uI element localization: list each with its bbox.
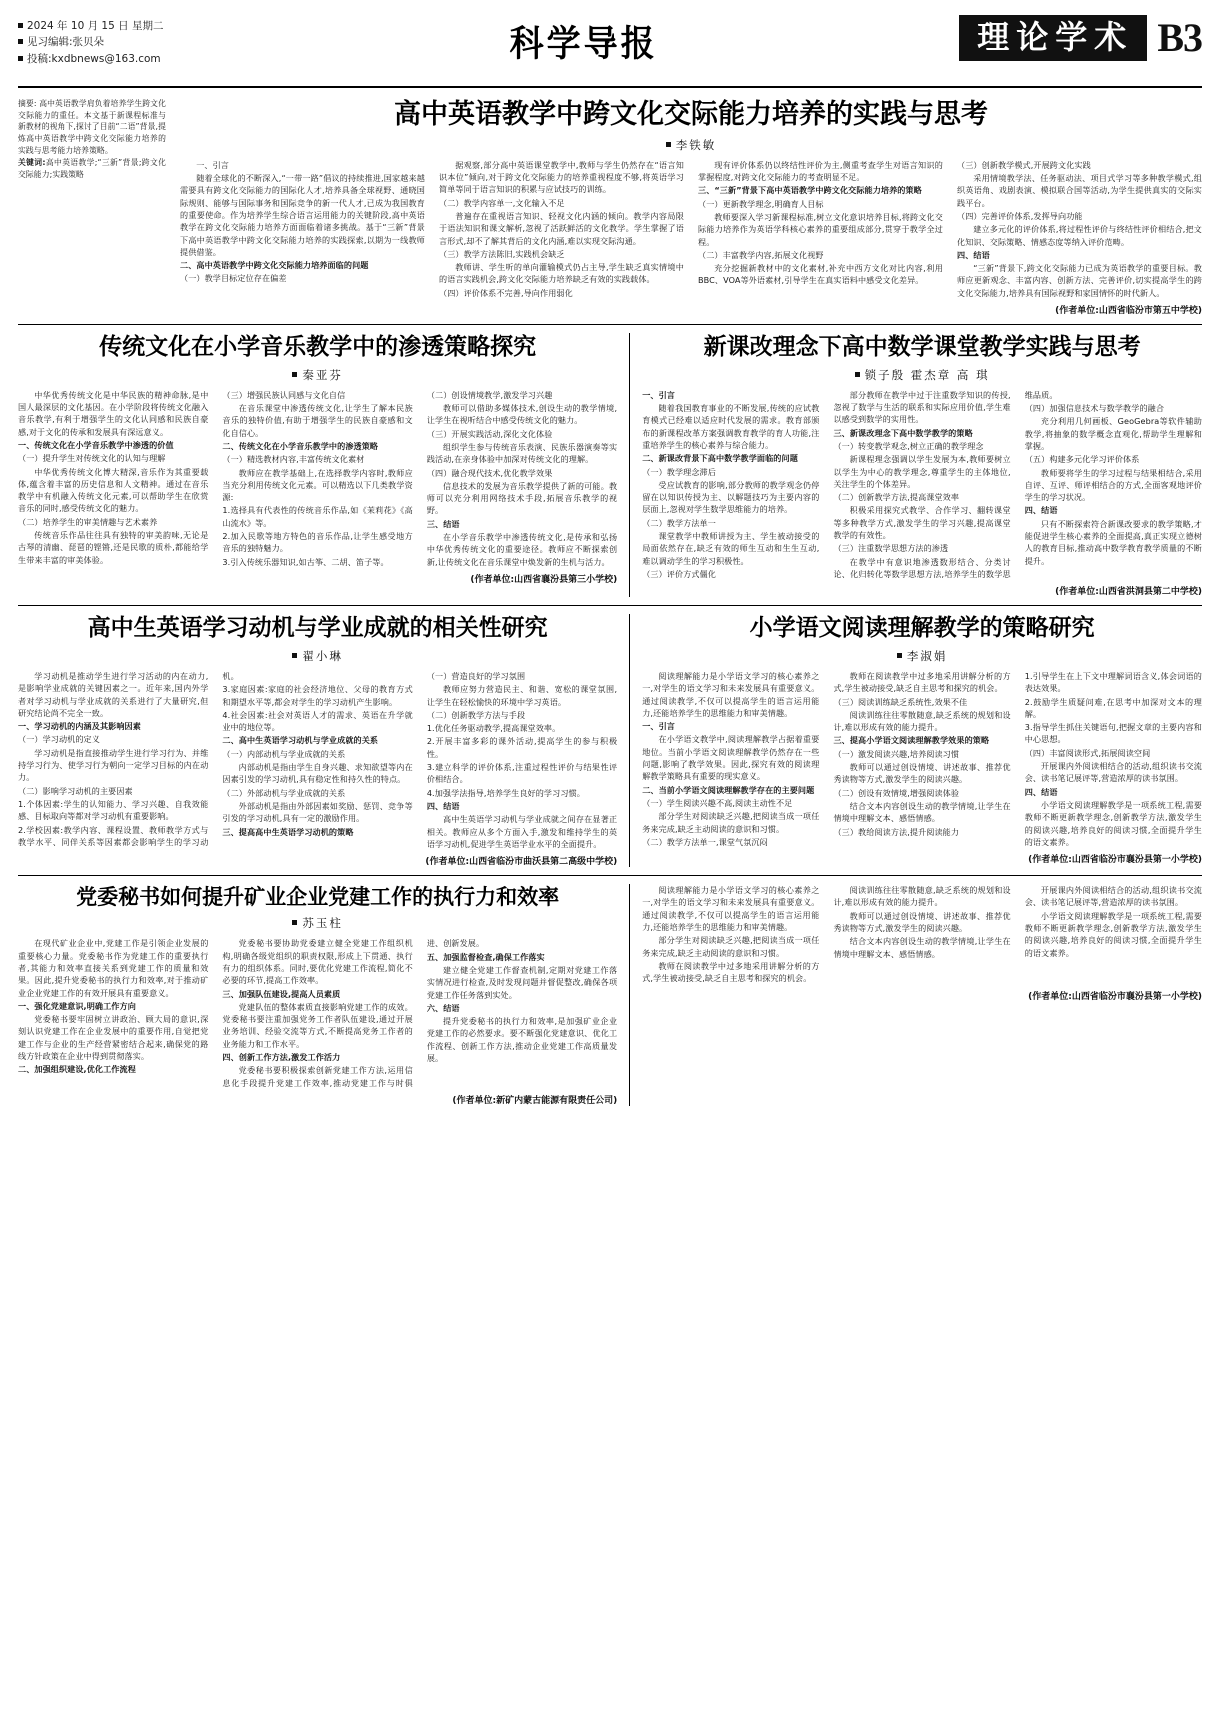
paragraph: 4.社会因素:社会对英语人才的需求、英语在升学就业中的地位等。 (222, 709, 413, 733)
paragraph: （三）创新教学模式,开展跨文化实践 (957, 159, 1091, 170)
paragraph-heading: 四、结语 (426, 800, 460, 811)
paragraph: 现有评价体系仍以终结性评价为主,侧重考查学生对语言知识的掌握程度,对跨文化交际能力的考查明显不足。 (698, 159, 943, 183)
article-4-byline (18, 648, 617, 664)
paragraph: 在音乐课堂中渗透传统文化,让学生了解本民族音乐的独特价值,有助于增强学生的民族自豪感和文化自信心。 (222, 403, 413, 438)
paragraph: （一）学生阅读兴趣不高,阅读主动性不足 (642, 797, 793, 808)
paragraph: （二）创新教学方法与手段 (426, 709, 526, 720)
paragraph: 据观察,部分高中英语课堂教学中,教师与学生仍然存在“语言知识本位”倾向,对于跨文化交际能力的培养重视程度不够,将英语学习简单等同于语言知识的积累与应试技巧的训练。 (439, 159, 684, 195)
paragraph: 党委秘书要协助党委建立健全党建工作组织机构,明确各级党组织的职责权限,形成上下贯通、执行有力的组织体系。同时,要优化党建工作流程,简化不必要的环节,提高工作效率。 (222, 938, 413, 986)
paragraph: 1.选择具有代表性的传统音乐作品,如《茉莉花》《高山流水》等。 (222, 505, 413, 528)
paragraph-heading: 二、当前小学语文阅读理解教学存在的主要问题 (642, 784, 815, 795)
paragraph: （一）更新教学理念,明确育人目标 (698, 198, 824, 209)
paragraph: 小学语文阅读理解教学是一项系统工程,需要教师不断更新教学理念,创新教学方法,激发学生的阅读兴趣,培养良好的阅读习惯,全面提升学生的语文素养。 (1024, 910, 1202, 958)
paragraph: 随着我国教育事业的不断发展,传统的应试教育模式已经难以适应时代发展的需求。教育部颁布的新课程改革方案强调教育教学的育人功能,注重培养学生的核心素养与综合能力。 (642, 403, 820, 450)
article-3-authors: 锁子殷 霍杰章 高 琪 (864, 367, 990, 382)
paragraph: 教师应努力营造民主、和谐、宽松的课堂氛围,让学生在轻松愉快的环境中学习英语。 (426, 684, 618, 707)
article-2-byline (18, 367, 617, 383)
article-3-body (642, 389, 1202, 580)
bullet-icon (292, 372, 297, 377)
article-6-title: 党委秘书如何提升矿业企业党建工作的执行力和效率 (76, 884, 560, 910)
paragraph: 新课程理念强调以学生发展为本,教师要树立以学生为中心的教学理念,尊重学生的主体地位,关注学生的个体差异。 (833, 454, 1011, 489)
paragraph: （一）内部动机与学业成就的关系 (222, 748, 346, 759)
paragraph: 部分学生对阅读缺乏兴趣,把阅读当成一项任务来完成,缺乏主动阅读的意识和习惯。 (642, 811, 820, 834)
paragraph: 随着全球化的不断深入,“一带一路”倡议的持续推进,国家越来越需要具有跨文化交际能力的国际化人才,培养具备全球视野、通晓国际规则、能够与国际事务和国际竞争的新一代人才,已成为我国教育的重要使命。作为培养学生综合语言运用能力的关键阶段,高中英语教学在跨文化交际能力培养方面面临着诸多挑战。基于“三新”背景下高中英语教学中跨文化交际能力培养的实践探索,以期为一线教师提供借鉴。 (180, 173, 425, 257)
article-1-keywords (18, 157, 166, 180)
paragraph-heading: 三、结语 (426, 518, 460, 529)
publish-date-text: 2024 年 10 月 15 日 星期二 (27, 20, 164, 32)
paper-name: 科学导报 (509, 23, 658, 66)
paragraph: （四）融合现代技术,优化教学效果 (426, 467, 553, 478)
section-divider (18, 875, 1202, 876)
paragraph: 教师在阅读教学中过多地采用讲解分析的方式,学生被动接受,缺乏自主思考和探究的机会。 (833, 670, 1011, 694)
article-5-continued-body (642, 884, 1202, 984)
paragraph: （四）评价体系不完善,导向作用弱化 (439, 287, 573, 298)
paragraph-heading: 四、创新工作方法,激发工作活力 (222, 1052, 341, 1063)
paragraph: 教师要将学生的学习过程与结果相结合,采用自评、互评、师评相结合的方式,全面客观地评价学生的学习状况。 (1024, 467, 1202, 503)
paragraph: 信息技术的发展为音乐教学提供了新的可能。教师可以充分利用网络技术手段,拓展音乐教学的视野。 (426, 480, 618, 516)
paragraph: 中华优秀传统文化博大精深,音乐作为其重要载体,蕴含着丰富的历史信息和人文精神。通过在音乐教学中有机融入传统文化元素,可以帮助学生在欣赏音乐的同时,感受传统文化的魅力。 (18, 466, 209, 514)
paragraph: 在现代矿业企业中,党建工作是引领企业发展的重要核心力量。党委秘书作为党建工作的重要执行者,其能力和效率直接关系到党建工作的质量和效果。因此,提升党委秘书的执行力和效率,对于推动矿业企业党建工作的有效开展具有重要意义。 (18, 938, 209, 998)
article-6-author: 苏玉柱 (302, 916, 343, 931)
paragraph: （三）增强民族认同感与文化自信 (222, 389, 346, 400)
article-2-signature: (作者单位:山西省襄汾县第三小学校) (470, 575, 618, 586)
paragraph: 建立健全党建工作督查机制,定期对党建工作落实情况进行检查,及时发现问题并督促整改,确保各项党建工作任务落到实处。 (426, 964, 618, 1000)
article-2-body (18, 389, 617, 569)
paragraph: （二）培养学生的审美情趣与艺术素养 (18, 516, 158, 527)
paragraph: （二）创新教学方法,提高课堂效率 (833, 492, 960, 503)
submission-email-text: 投稿:kxdbnews@163.com (27, 52, 161, 65)
paragraph: （三）阅读训练缺乏系统性,效果不佳 (833, 696, 968, 707)
paragraph: 1.引导学生在上下文中理解词语含义,体会词语的表达效果。 (1024, 670, 1202, 694)
section-badge: 理论学术 (959, 15, 1147, 61)
paragraph: 充分挖掘新教材中的文化素材,补充中西方文化对比内容,利用BBC、VOA等外语素材,引导学生在真实语料中感受文化差异。 (698, 263, 943, 286)
paragraph: （三）教学方法陈旧,实践机会缺乏 (439, 248, 565, 259)
paragraph: （三）评价方式僵化 (642, 568, 716, 579)
paragraph: （三）注重数学思想方法的渗透 (833, 543, 949, 554)
paragraph: （四）完善评价体系,发挥导向功能 (957, 210, 1083, 221)
article-1-signature: (作者单位:山西省临汾市第五中学校) (1055, 306, 1202, 317)
article-4 (18, 614, 629, 867)
paragraph: 学习动机是指直接推动学生进行学习行为、并维持学习行为、使学习行为朝向一定学习目标的内在动力。 (18, 747, 209, 783)
article-4-body (18, 670, 617, 850)
paragraph: 开展课内外阅读相结合的活动,组织读书交流会、读书笔记展评等,营造浓厚的读书氛围。 (1024, 761, 1202, 784)
paragraph: 内部动机是指由学生自身兴趣、求知欲望等内在因素引发的学习动机,具有稳定性和持久性的特点。 (222, 762, 413, 785)
article-1 (18, 98, 1202, 316)
article-5-body (642, 670, 1202, 848)
paragraph: 提升党委秘书的执行力和效率,是加强矿业企业党建工作的必然要求。要不断强化党建意识、优化工作流程、创新工作方法,推动企业党建工作高质量发展。 (426, 1016, 618, 1064)
editor-line (18, 34, 208, 50)
paragraph: 教师讲、学生听的单向灌输模式仍占主导,学生缺乏真实情境中的语言实践机会,跨文化交际能力培养缺乏有效的实践载体。 (439, 262, 684, 285)
paragraph: 教师要深入学习新课程标准,树立文化意识培养目标,将跨文化交际能力培养作为英语学科核心素养的重要组成部分,贯穿于教学全过程。 (698, 211, 943, 247)
paragraph: （一）激发阅读兴趣,培养阅读习惯 (833, 748, 960, 759)
paragraph: 一、引言 (196, 159, 229, 170)
paragraph-heading: 二、高中英语教学中跨文化交际能力培养面临的问题 (180, 260, 369, 271)
paragraph: 3.家庭因素:家庭的社会经济地位、父母的教育方式和期望水平等,都会对学生的学习动机产生影响。 (222, 684, 413, 707)
bullet-icon (666, 142, 671, 147)
article-1-body (180, 159, 1202, 299)
paragraph: 1.优化任务驱动教学,提高课堂效率。 (426, 723, 561, 734)
paragraph: 积极采用探究式教学、合作学习、翻转课堂等多种教学方式,激发学生的学习兴趣,提高课堂教学的有效性。 (833, 505, 1011, 541)
paragraph-heading: 四、结语 (1024, 505, 1058, 516)
paper-title-block (208, 14, 959, 65)
paragraph: 充分利用几何画板、GeoGebra等软件辅助教学,将抽象的数学概念直观化,帮助学生理解和掌握。 (1024, 416, 1202, 451)
paragraph: 在教学中有意识地渗透数形结合、分类讨论、化归转化等数学思想方法,培养学生的数学思维品质。 (833, 389, 1058, 579)
paragraph: 阅读训练往往零散随意,缺乏系统的规划和设计,难以形成有效的能力提升。 (833, 885, 1011, 908)
paragraph: 只有不断探索符合新课改要求的教学策略,才能促进学生核心素养的全面提高,真正实现立德树人的教育目标,推动高中数学教育教学质量的不断提升。 (1024, 518, 1202, 566)
article-1-title: 高中英语教学中跨文化交际能力培养的实践与思考 (394, 99, 988, 130)
keywords-label: 关键词: (18, 158, 46, 168)
paragraph: （二）教学方法单一 (642, 517, 716, 528)
paragraph-heading: 三、提高高中生英语学习动机的策略 (222, 826, 354, 837)
publish-date (18, 18, 208, 34)
paragraph: 党委秘书要积极探索创新党建工作方法,运用信息化手段提升党建工作效率,推动党建工作与时俱进、创新发展。 (222, 938, 485, 1088)
paragraph: 外部动机是指由外部因素如奖励、惩罚、竞争等引发的学习动机,具有一定的激励作用。 (222, 800, 413, 824)
article-3 (630, 333, 1202, 597)
paragraph: （三）教给阅读方法,提升阅读能力 (833, 826, 960, 837)
article-6-byline (18, 915, 617, 931)
paragraph: （四）加强信息技术与数学教学的融合 (1024, 403, 1165, 414)
section-divider (18, 605, 1202, 606)
article-4-title: 高中生英语学习动机与学业成就的相关性研究 (87, 614, 548, 642)
article-1-abstract: 摘要: 高中英语教学肩负着培养学生跨文化交际能力的重任。本文基于新课程标准与新教材的视角下,探讨了目前“二语”背景,提炼高中英语教学中跨文化交际能力培养的实践与思考能力培养策略。 (18, 99, 166, 155)
paragraph: （一）教学目标定位存在偏差 (180, 273, 287, 284)
paragraph: 党建队伍的整体素质直接影响党建工作的成效。党委秘书要注重加强党务工作者队伍建设,通过开展业务培训、经验交流等方式,不断提高党务工作者的业务能力和工作水平。 (222, 1001, 413, 1049)
paragraph: （一）提升学生对传统文化的认知与理解 (18, 453, 166, 464)
article-1-abstract-block (18, 98, 166, 316)
bullet-icon (18, 56, 23, 61)
paragraph: （四）丰富阅读形式,拓展阅读空间 (1024, 747, 1151, 758)
paragraph: 受应试教育的影响,部分教师的教学观念仍停留在以知识传授为主、以解题技巧为主要内容的层面上,忽视对学生数学思维能力的培养。 (642, 479, 820, 515)
keywords-text: 高中英语教学;“三新”背景;跨文化交际能力;实践策略 (18, 158, 166, 180)
section-divider (18, 324, 1202, 325)
paragraph: 普遍存在重视语言知识、轻视文化内涵的倾向。教学内容局限于语法知识和课文解析,忽视了活跃鲜活的文化教学。学生掌握了语言形式,却不了解其背后的文化内涵,难以实现交际沟通。 (439, 210, 684, 246)
paragraph: 2.鼓励学生质疑问难,在思考中加深对文本的理解。 (1024, 696, 1202, 719)
paragraph: 阅读理解能力是小学语文学习的核心素养之一,对学生的语文学习和未来发展具有重要意义。通过阅读教学,不仅可以提高学生的语言运用能力,还能培养学生的思维能力和审美情趣。 (642, 670, 820, 718)
masthead (18, 14, 1202, 88)
paragraph: 课堂教学中教师讲授为主、学生被动接受的局面依然存在,缺乏有效的师生互动和生生互动,难以调动学生的学习积极性。 (642, 531, 820, 566)
paragraph: 2.开展丰富多彩的课外活动,提高学生的参与积极性。 (426, 736, 618, 759)
paragraph: 部分学生对阅读缺乏兴趣,把阅读当成一项任务来完成,缺乏主动阅读的意识和习惯。 (642, 935, 820, 958)
paragraph: 开展课内外阅读相结合的活动,组织读书交流会、读书笔记展评等,营造浓厚的读书氛围。 (1024, 885, 1202, 908)
paragraph: 4.加强学法指导,培养学生良好的学习习惯。 (426, 787, 585, 798)
article-2-author: 秦亚芬 (302, 367, 343, 382)
paragraph-heading: 二、传统文化在小学音乐教学中的渗透策略 (222, 440, 379, 451)
paragraph: 采用情境教学法、任务驱动法、项目式学习等多种教学模式,组织英语角、戏剧表演、模拟联合国等活动,为学生提供真实的交际实践平台。 (957, 173, 1202, 208)
article-3-signature: (作者单位:山西省洪洞县第二中学校) (1055, 587, 1202, 598)
paragraph: （三）开展实践活动,深化文化体验 (426, 428, 553, 439)
paragraph: 在小学音乐教学中渗透传统文化,是传承和弘扬中华优秀传统文化的重要途径。教师应不断探索创新,让传统文化在音乐课堂中焕发新的生机与活力。 (426, 532, 618, 567)
paragraph: 1.个体因素:学生的认知能力、学习兴趣、自我效能感、目标取向等都对学习动机有重要影响。 (18, 798, 209, 822)
article-1-author: 李铁敏 (675, 137, 717, 152)
paragraph: 教师可以通过创设情境、讲述故事、推荐优秀读物等方式,激发学生的阅读兴趣。 (833, 762, 1011, 785)
paragraph: 结合文本内容创设生动的教学情境,让学生在情境中理解文本、感悟情感。 (833, 936, 1011, 959)
paragraph-heading: 三、加强队伍建设,提高人员素质 (222, 988, 341, 999)
paragraph-heading: 三、新课改理念下高中数学教学的策略 (833, 427, 973, 438)
paragraph: （一）教学理念滞后 (642, 466, 716, 477)
article-5 (630, 614, 1202, 867)
section-block (959, 14, 1202, 61)
paragraph-heading: 一、引言 (642, 721, 675, 732)
paragraph-heading: 二、加强组织建设,优化工作流程 (18, 1064, 136, 1075)
article-5-signature: (作者单位:山西省临汾市襄汾县第一小学校) (1028, 855, 1202, 866)
row-article-6 (18, 884, 1202, 1106)
article-5-continued (630, 884, 1202, 1106)
paragraph: 教师在阅读教学中过多地采用讲解分析的方式,学生被动接受,缺乏自主思考和探究的机会。 (642, 960, 820, 984)
article-6-signature: (作者单位:新矿内蒙古能源有限责任公司) (452, 1095, 618, 1106)
paragraph-heading: 二、新课改背景下高中数学教学面临的问题 (642, 453, 798, 464)
paragraph: 传统音乐作品往往具有独特的审美韵味,无论是古琴的清幽、琵琶的铿锵,还是民歌的质朴,都能给学生带来丰富的审美体验。 (18, 530, 209, 565)
submission-email (18, 51, 208, 67)
article-3-byline (642, 367, 1202, 383)
paragraph: 党委秘书要牢固树立讲政治、顾大局的意识,深刻认识党建工作在企业发展中的重要作用,自觉把党建工作与企业的生产经营紧密结合起来,确保党的路线方针政策在企业中得到贯彻落实。 (18, 1014, 209, 1062)
bullet-icon (18, 39, 23, 44)
paragraph: （二）影响学习动机的主要因素 (18, 785, 133, 796)
paragraph-heading: 六、结语 (426, 1002, 460, 1013)
bullet-icon (855, 372, 860, 377)
paragraph: 教师应在教学基础上,在选择教学内容时,教师应当充分利用传统文化元素。可以精选以下几类教学资源: (222, 467, 413, 503)
masthead-meta (18, 14, 208, 67)
paragraph: 2.学校因素:教学内容、课程设置、教师教学方式与教学水平、同伴关系等因素都会影响学生的学习动机。 (18, 670, 239, 847)
paragraph: （一）转变教学观念,树立正确的教学理念 (833, 440, 984, 451)
paragraph: 2.加入民歌等地方特色的音乐作品,让学生感受地方音乐的独特魅力。 (222, 531, 413, 554)
article-6 (18, 884, 629, 1106)
paragraph-heading: 四、结语 (957, 249, 990, 260)
paragraph: （二）教学方法单一,课堂气氛沉闷 (642, 836, 768, 847)
paragraph-heading: 五、加强监督检查,确保工作落实 (426, 951, 545, 962)
paragraph: 教师可以通过创设情境、讲述故事、推荐优秀读物等方式,激发学生的阅读兴趣。 (833, 910, 1011, 934)
paragraph: （二）丰富教学内容,拓展文化视野 (698, 249, 824, 260)
article-5-continued-signature: (作者单位:山西省临汾市襄汾县第一小学校) (1028, 991, 1202, 1002)
bullet-icon (897, 653, 902, 658)
paragraph: 小学语文阅读理解教学是一项系统工程,需要教师不断更新教学理念,创新教学方法,激发学生的阅读兴趣,培养良好的阅读习惯,全面提升学生的语文素养。 (1024, 799, 1202, 847)
paragraph: （五）构建多元化学习评价体系 (1024, 454, 1140, 465)
row-articles-4-5 (18, 614, 1202, 867)
paragraph: “三新”背景下,跨文化交际能力已成为英语教学的重要目标。教师应更新观念、丰富内容、创新方法、完善评价,切实提高学生的跨文化交际能力,培养具有国际视野和家国情怀的时代新人。 (957, 263, 1202, 298)
bullet-icon (292, 653, 297, 658)
paragraph: 部分教师在教学中过于注重数学知识的传授,忽视了数学与生活的联系和实际应用价值,学生难以感受到数学的实用性。 (833, 389, 1011, 425)
paragraph-heading: 二、高中生英语学习动机与学业成就的关系 (222, 735, 379, 746)
paragraph-heading: 四、结语 (1024, 786, 1058, 797)
editor-text: 见习编辑:张贝朵 (27, 36, 105, 49)
row-articles-2-3 (18, 333, 1202, 597)
paragraph-heading: 一、强化党建意识,明确工作方向 (18, 1000, 136, 1011)
bullet-icon (292, 920, 297, 925)
article-1-byline (180, 137, 1202, 153)
paragraph: 学习动机是推动学生进行学习活动的内在动力,是影响学业成就的关键因素之一。近年来,国内外学者对学习动机与学业成就的关系进行了大量研究,但研究结论尚不完全一致。 (18, 670, 209, 718)
paragraph: 教师可以借助多媒体技术,创设生动的教学情境,让学生在视听结合中感受传统文化的魅力。 (426, 403, 618, 426)
article-5-byline (642, 648, 1202, 664)
article-6-body (18, 937, 617, 1089)
paragraph: 在小学语文教学中,阅读理解教学占据着重要地位。当前小学语文阅读理解教学仍然存在一些问题,影响了教学效果。因此,探究有效的阅读理解教学策略具有重要的现实意义。 (642, 734, 820, 782)
article-2 (18, 333, 629, 597)
paragraph-heading: 一、引言 (642, 389, 675, 400)
article-4-signature: (作者单位:山西省临汾市曲沃县第二高级中学校) (425, 857, 618, 868)
paragraph: （一）精选教材内容,丰富传统文化素材 (222, 454, 365, 465)
paragraph: （一）营造良好的学习氛围 (426, 670, 526, 681)
paragraph: 3.引入传统乐器知识,如古筝、二胡、笛子等。 (222, 556, 389, 567)
article-5-title: 小学语文阅读理解教学的策略研究 (749, 614, 1095, 642)
paragraph-heading: 三、“三新”背景下高中英语教学中跨文化交际能力培养的策略 (698, 185, 922, 196)
article-5-author: 李淑娟 (906, 648, 948, 663)
article-2-title: 传统文化在小学音乐教学中的渗透策略探究 (99, 333, 537, 361)
paragraph: 建立多元化的评价体系,将过程性评价与终结性评价相结合,把文化知识、交际策略、情感态度等纳入评价范畴。 (957, 224, 1202, 247)
paragraph: 中华优秀传统文化是中华民族的精神命脉,是中国人最深层的文化基因。在小学阶段将传统文化融入音乐教学,有利于增强学生的文化认同感和民族自豪感,对于文化的传承和发展具有深远意义。 (18, 389, 209, 437)
paragraph: （二）外部动机与学业成就的关系 (222, 787, 346, 798)
paragraph: （二）教学内容单一,文化输入不足 (439, 197, 565, 208)
paragraph: （一）学习动机的定义 (18, 734, 100, 745)
paragraph: 阅读理解能力是小学语文学习的核心素养之一,对学生的语文学习和未来发展具有重要意义。通过阅读教学,不仅可以提高学生的语言运用能力,还能培养学生的思维能力和审美情趣。 (642, 885, 820, 933)
paragraph: 高中生英语学习动机与学业成就之间存在显著正相关。教师应从多个方面入手,激发和维持学生的英语学习动机,促进学生英语学业水平的全面提升。 (426, 814, 618, 849)
bullet-icon (18, 23, 23, 28)
paragraph: 3.建立科学的评价体系,注重过程性评价与结果性评价相结合。 (426, 762, 618, 785)
paragraph-heading: 三、提高小学语文阅读理解教学效果的策略 (833, 735, 990, 746)
article-3-title: 新课改理念下高中数学课堂教学实践与思考 (703, 333, 1141, 361)
article-4-author: 翟小琳 (302, 648, 343, 663)
paragraph: （二）创设情境教学,激发学习兴趣 (426, 389, 553, 400)
paragraph: 结合文本内容创设生动的教学情境,让学生在情境中理解文本、感悟情感。 (833, 800, 1011, 824)
paragraph: 3.指导学生抓住关键语句,把握文章的主要内容和中心思想。 (1024, 722, 1202, 745)
paragraph-heading: 一、传统文化在小学音乐教学中渗透的价值 (18, 439, 174, 450)
page-number: B3 (1157, 15, 1202, 60)
paragraph: 组织学生参与传统音乐表演、民族乐器演奏等实践活动,在亲身体验中加深对传统文化的理解。 (426, 441, 618, 465)
paragraph: （二）创设有效情境,增强阅读体验 (833, 787, 960, 798)
paragraph: 阅读训练往往零散随意,缺乏系统的规划和设计,难以形成有效的能力提升。 (833, 709, 1011, 733)
paragraph-heading: 一、学习动机的内涵及其影响因素 (18, 721, 141, 732)
